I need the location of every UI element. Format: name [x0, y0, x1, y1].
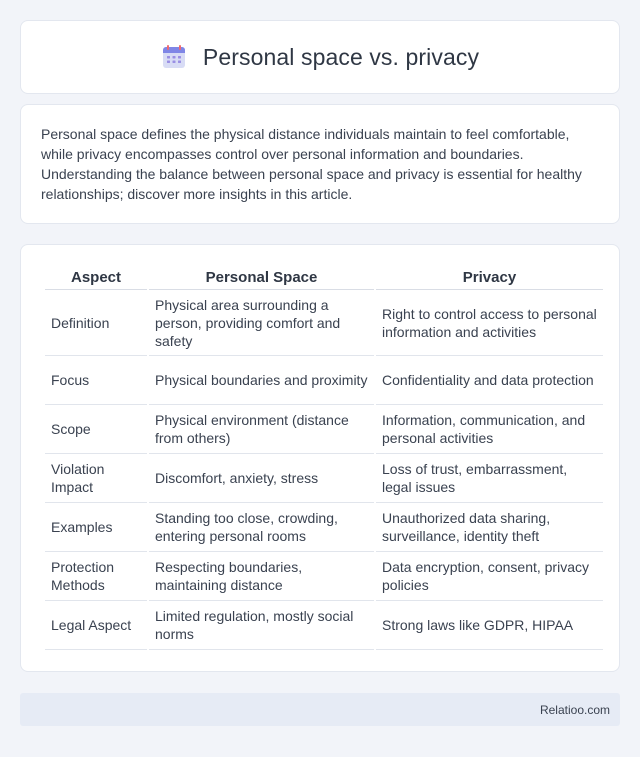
intro-paragraph: Personal space defines the physical distance individuals maintain to feel comfortable, while privacy encompasses control over personal information and boundaries. Understanding the balance between personal space and privacy is essential for healthy relationships; discover more insights in this article.	[41, 126, 582, 202]
table-row	[45, 356, 603, 405]
row-aspect: Protection Methods	[45, 552, 147, 601]
row-personal-space: Discomfort, anxiety, stress	[149, 454, 374, 503]
footer-site-link[interactable]: Relatioo.com	[539, 702, 610, 717]
row-personal-space: Physical area surrounding a person, providing comfort and safety	[149, 290, 374, 356]
row-personal-space: Physical environment (distance from others)	[149, 405, 374, 454]
comparison-card	[20, 244, 620, 672]
row-aspect: Examples	[45, 503, 147, 552]
row-privacy: Right to control access to personal information and activities	[376, 290, 603, 356]
row-privacy: Information, communication, and personal activities	[376, 405, 603, 454]
row-privacy: Strong laws like GDPR, HIPAA	[376, 601, 603, 650]
row-personal-space: Respecting boundaries, maintaining distance	[149, 552, 374, 601]
table-row	[45, 503, 603, 552]
header-aspect: Aspect	[45, 265, 147, 290]
header-privacy: Privacy	[376, 265, 603, 290]
table-header-row	[45, 265, 603, 290]
row-aspect: Scope	[45, 405, 147, 454]
intro-card	[20, 104, 620, 224]
calendar-icon	[161, 44, 187, 70]
table-row	[45, 290, 603, 356]
header-card	[20, 20, 620, 94]
row-personal-space: Physical boundaries and proximity	[149, 356, 374, 405]
row-privacy: Unauthorized data sharing, surveillance, identity theft	[376, 503, 603, 552]
title-wrap	[161, 44, 479, 71]
row-aspect: Legal Aspect	[45, 601, 147, 650]
comparison-table	[43, 265, 605, 650]
row-privacy: Loss of trust, embarrassment, legal issues	[376, 454, 603, 503]
header-personal-space: Personal Space	[149, 265, 374, 290]
table-row	[45, 552, 603, 601]
row-aspect: Definition	[45, 290, 147, 356]
footer-bar	[20, 693, 620, 726]
row-aspect: Focus	[45, 356, 147, 405]
page-title: Personal space vs. privacy	[202, 43, 480, 70]
row-personal-space: Standing too close, crowding, entering personal rooms	[149, 503, 374, 552]
row-aspect: Violation Impact	[45, 454, 147, 503]
row-privacy: Data encryption, consent, privacy policies	[376, 552, 603, 601]
table-row	[45, 601, 603, 650]
table-row	[45, 405, 603, 454]
row-privacy: Confidentiality and data protection	[376, 356, 603, 405]
row-personal-space: Limited regulation, mostly social norms	[149, 601, 374, 650]
table-row	[45, 454, 603, 503]
